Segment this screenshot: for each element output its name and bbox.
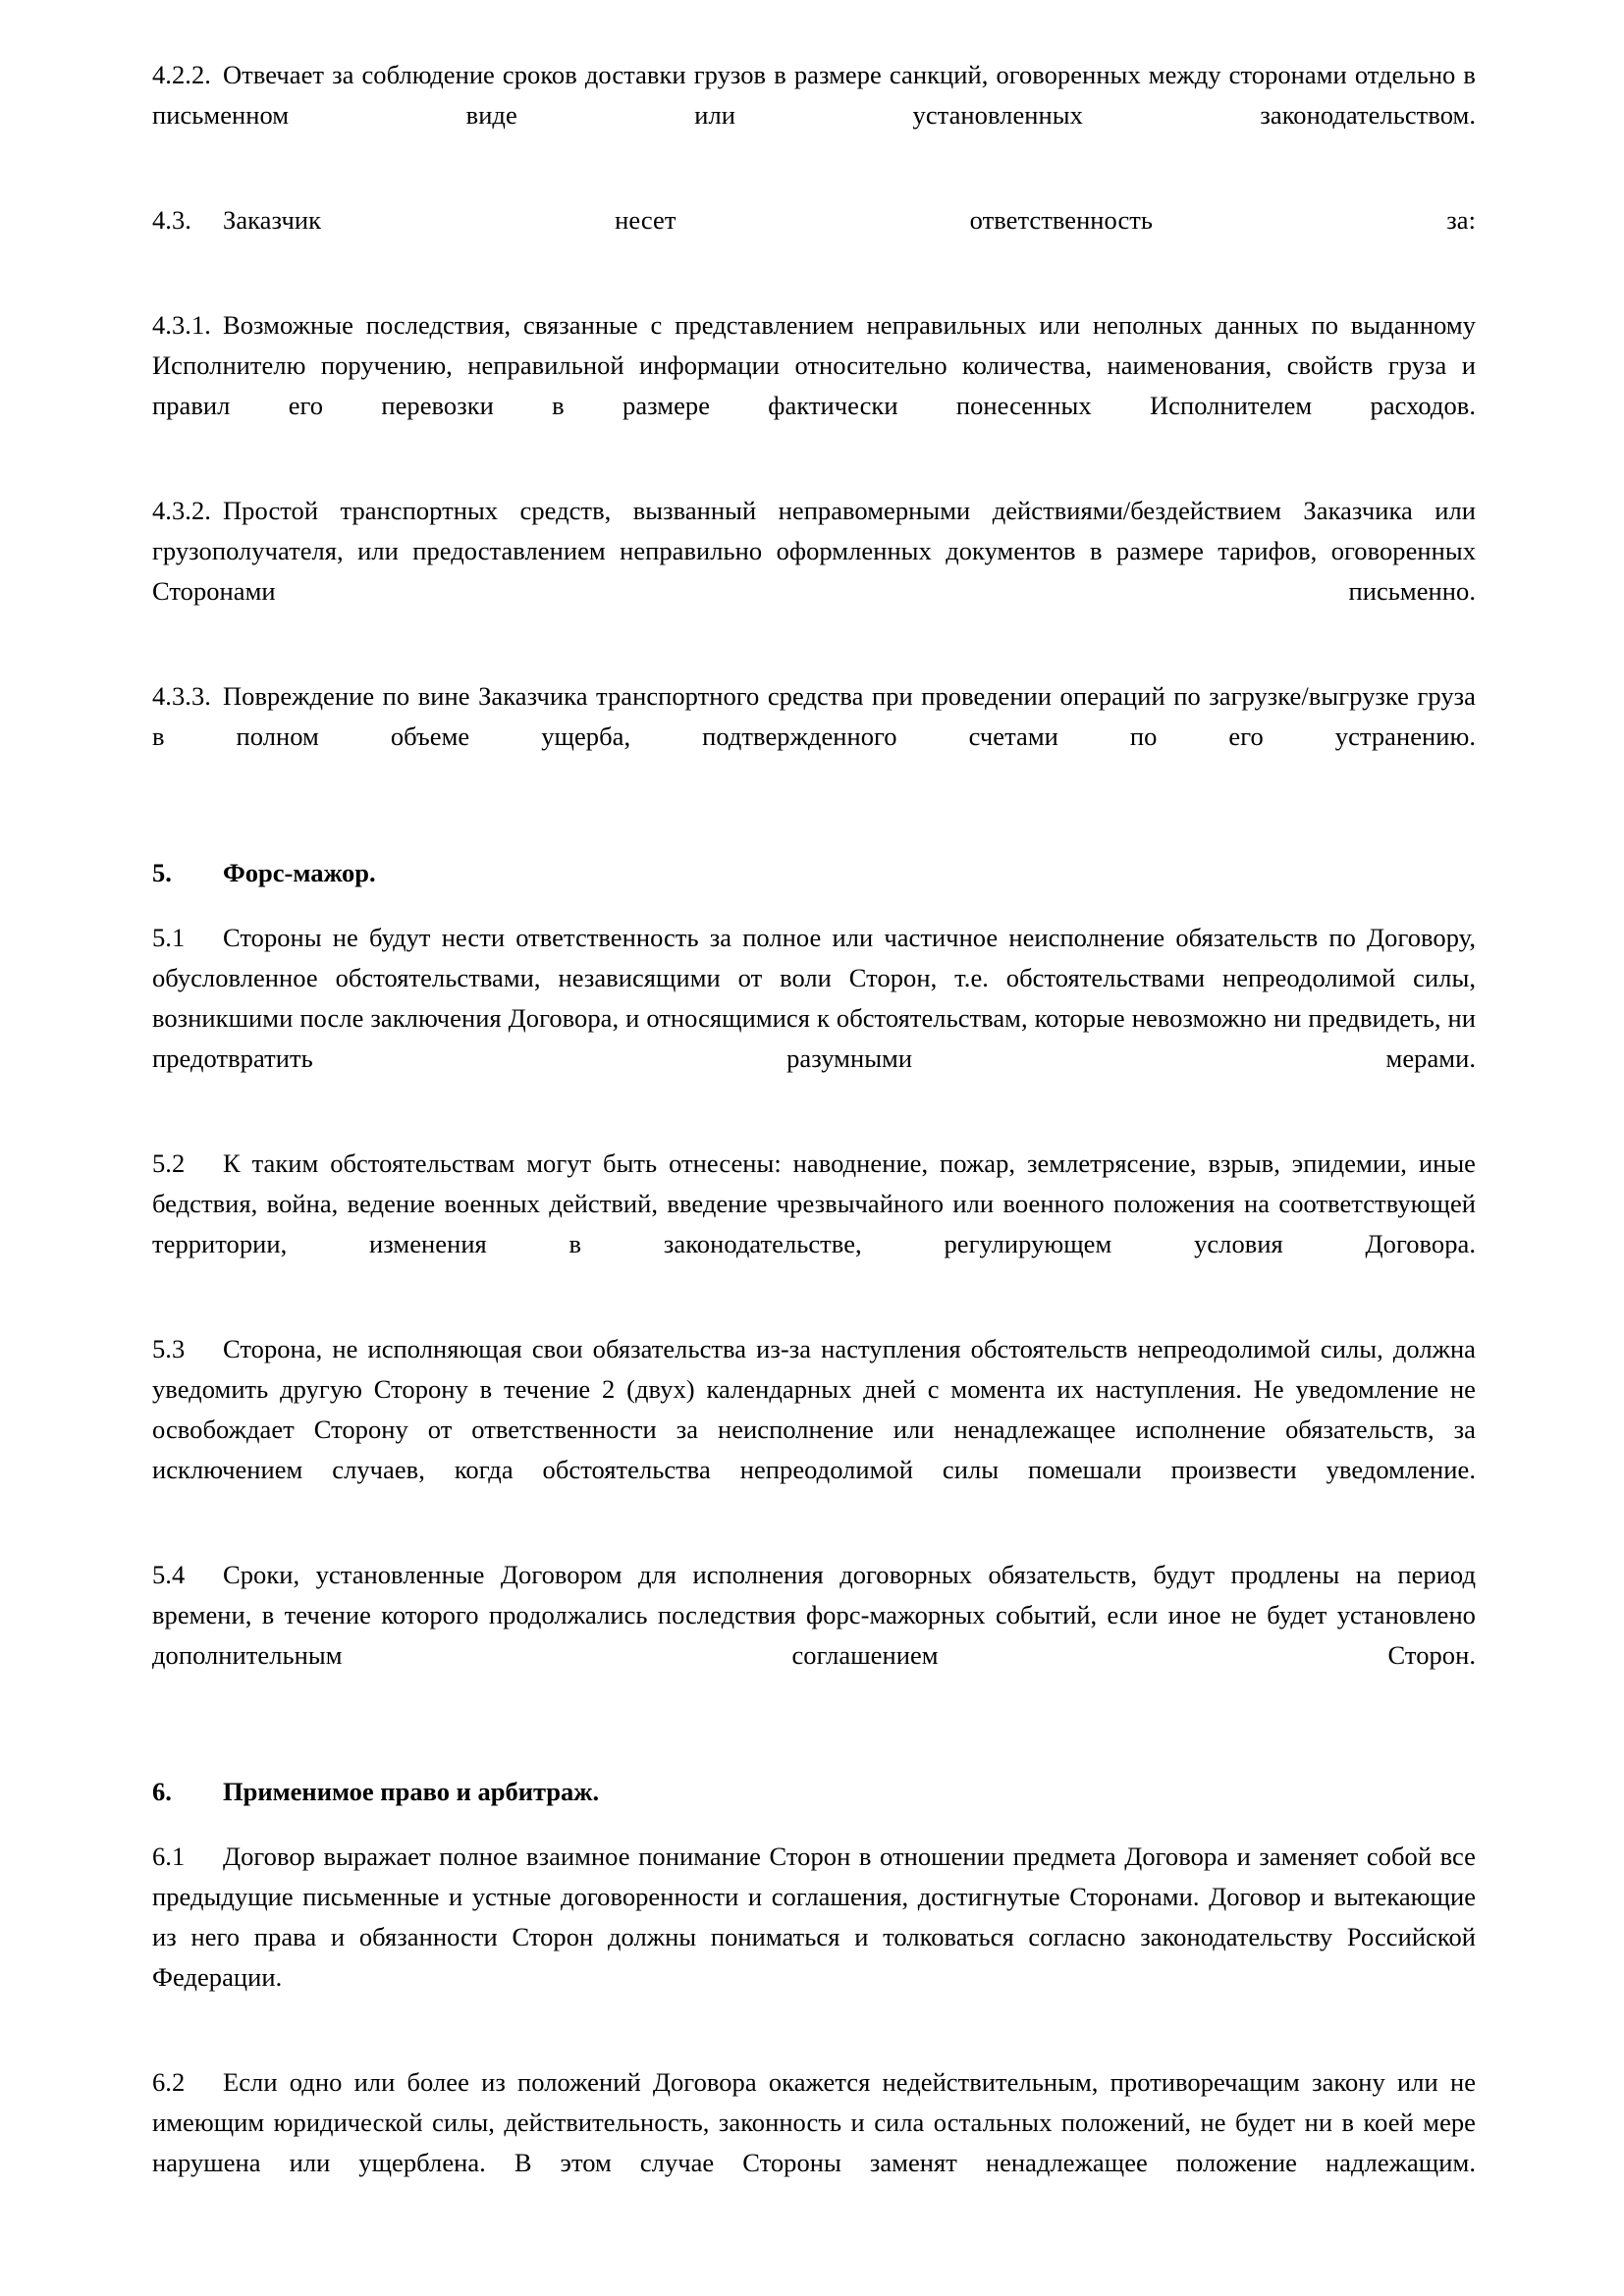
clause-5-2	[152, 1144, 1476, 1305]
clause-number: 4.3.2.	[152, 496, 211, 525]
clause-number: 5.2	[152, 1148, 186, 1178]
clause-5-3	[152, 1329, 1476, 1530]
clause-text: Отвечает за соблюдение сроков доставки грузов в размере санкций, оговоренных между сторонами отдельно в письменном виде или установленных законодательством.	[152, 60, 1476, 130]
clause-number: 6.2	[152, 2067, 186, 2097]
clause-text: Если одно или более из положений Договора окажется недействительным, противоречащим закону или не имеющим юридической силы, действительность, законность и сила остальных положений, не будет ни в коей мере нарушена или ущерблена. В этом случае Стороны заменят ненадлежащее положение надлежащим.	[152, 2067, 1476, 2177]
clause-5-4	[152, 1555, 1476, 1716]
clause-4-3-2	[152, 491, 1476, 652]
clause-number: 4.3.3.	[152, 681, 211, 711]
clause-4-3	[152, 200, 1476, 281]
clause-number: 4.3.	[152, 205, 191, 235]
clause-text: Простой транспортных средств, вызванный неправомерными действиями/бездействием Заказчика или грузополучателя, или предоставлением неправильно оформленных документов в размере тарифов, оговоренных Сторонами письменно.	[152, 496, 1476, 606]
clause-text: Договор выражает полное взаимное понимание Сторон в отношении предмета Договора и заменяет собой все предыдущие письменные и устные договоренности и соглашения, достигнутые Сторонами. Договор и вытекающие из него права и обязанности Сторон должны пониматься и толковаться согласно законодательству Российской Федерации.	[152, 1842, 1476, 1992]
clause-4-2-2	[152, 55, 1476, 176]
clause-text: Стороны не будут нести ответственность за полное или частичное неисполнение обязательств по Договору, обусловленное обстоятельствами, независящими от воли Сторон, т.е. обстоятельствами непреодолимой силы, возникшими после заключения Договора, и относящимися к обстоятельствам, которые невозможно ни предвидеть, ни предотвратить разумными мерами.	[152, 923, 1476, 1073]
document-body	[152, 55, 1476, 2223]
clause-text: Заказчик несет ответственность за:	[223, 205, 1476, 235]
clause-text: К таким обстоятельствам могут быть отнесены: наводнение, пожар, землетрясение, взрыв, эпидемии, иные бедствия, война, ведение военных действий, введение чрезвычайного или военного положения на соответствующей территории, изменения в законодательстве, регулирующем условия Договора.	[152, 1148, 1476, 1258]
clause-4-3-1	[152, 305, 1476, 466]
clause-number: 4.3.1.	[152, 310, 211, 340]
clause-text: Повреждение по вине Заказчика транспортного средства при проведении операций по загрузке/выгрузке груза в полном объеме ущерба, подтвержденного счетами по его устранению.	[152, 681, 1476, 751]
section-title: Форс-мажор.	[223, 858, 376, 887]
clause-text: Сроки, установленные Договором для исполнения договорных обязательств, будут продлены на период времени, в течение которого продолжались последствия форс-мажорных событий, если иное не будет установлено дополнительным соглашением Сторон.	[152, 1560, 1476, 1670]
section-heading-5	[152, 853, 1476, 893]
clause-text: Возможные последствия, связанные с представлением неправильных или неполных данных по выданному Исполнителю поручению, неправильной информации относительно количества, наименования, свойств груза и правил его перевозки в размере фактически понесенных Исполнителем расходов.	[152, 310, 1476, 420]
clause-text: Сторона, не исполняющая свои обязательства из-за наступления обстоятельств непреодолимой силы, должна уведомить другую Сторону в течение 2 (двух) календарных дней с момента их наступления. Не уведомление не освобождает Сторону от ответственности за неисполнение или ненадлежащее исполнение обязательств, за исключением случаев, когда обстоятельства непреодолимой силы помешали произвести уведомление.	[152, 1334, 1476, 1484]
clause-number: 4.2.2.	[152, 60, 211, 89]
clause-number: 5.1	[152, 923, 186, 952]
clause-4-3-3	[152, 676, 1476, 797]
clause-6-1	[152, 1837, 1476, 2038]
clause-6-2	[152, 2062, 1476, 2223]
section-number: 5.	[152, 858, 172, 887]
section-number: 6.	[152, 1777, 172, 1806]
clause-number: 6.1	[152, 1842, 186, 1871]
clause-number: 5.4	[152, 1560, 186, 1589]
section-title: Применимое право и арбитраж.	[223, 1777, 600, 1806]
clause-number: 5.3	[152, 1334, 186, 1363]
clause-5-1	[152, 918, 1476, 1119]
section-heading-6	[152, 1772, 1476, 1812]
